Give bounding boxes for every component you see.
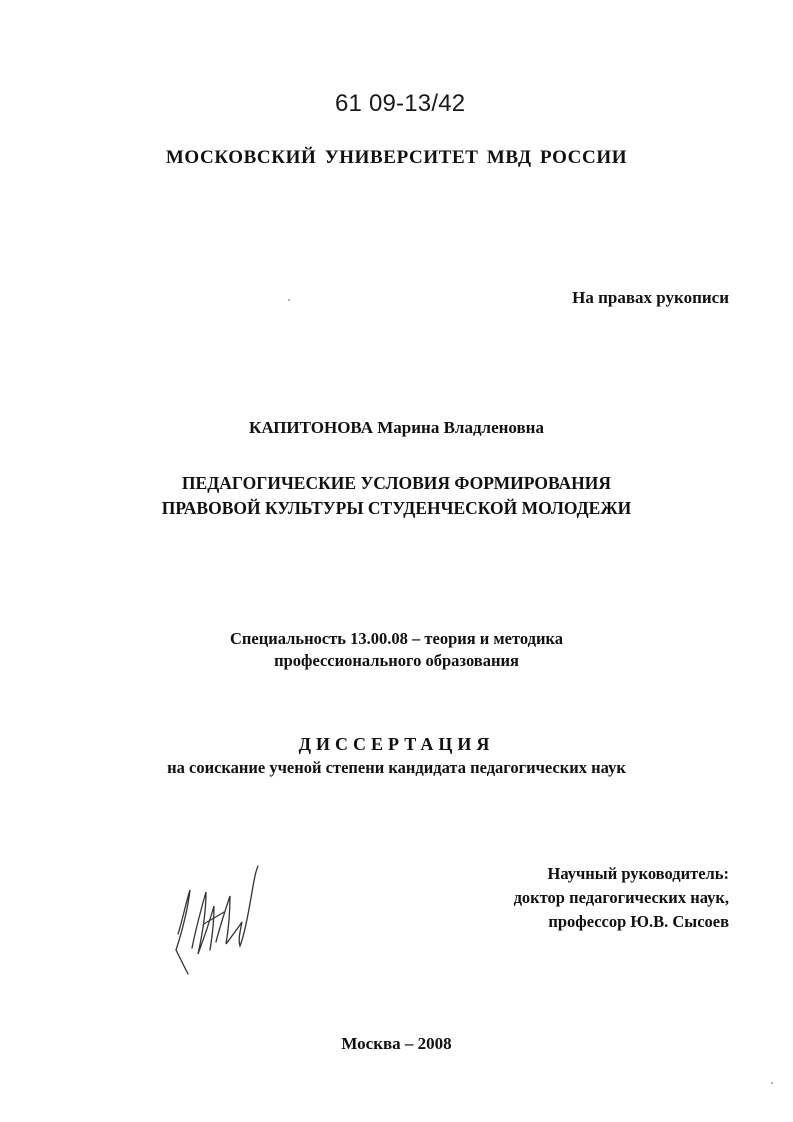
specialty-line-1: Специальность 13.00.08 – теория и методика <box>229 629 564 648</box>
title-line-1: ПЕДАГОГИЧЕСКИЕ УСЛОВИЯ ФОРМИРОВАНИЯ <box>181 473 612 493</box>
city-year: Москва – 2008 <box>341 1034 452 1053</box>
supervisor-role: Научный руководитель: <box>547 864 729 883</box>
manuscript-note: На правах рукописи <box>572 288 729 307</box>
document-type-heading: ДИССЕРТАЦИЯ <box>298 734 495 754</box>
supervisor-name: профессор Ю.В. Сысоев <box>548 912 729 931</box>
author-name <box>0 418 793 438</box>
author-given-names: Марина Владленовна <box>377 418 544 437</box>
dissertation-title <box>0 471 793 521</box>
scan-speck <box>288 299 290 301</box>
supervisor-degree: доктор педагогических наук, <box>513 888 729 907</box>
degree-line: на соискание ученой степени кандидата педагогических наук <box>167 758 626 777</box>
supervisor-block <box>514 862 729 934</box>
author-surname: КАПИТОНОВА <box>249 418 373 437</box>
title-line-2: ПРАВОВОЙ КУЛЬТУРЫ СТУДЕНЧЕСКОЙ МОЛОДЕЖИ <box>161 498 632 518</box>
signature-image <box>168 862 263 982</box>
specialty-line-2: профессионального образования <box>274 651 519 670</box>
specialty-block <box>0 628 793 672</box>
scan-speck <box>771 1082 773 1084</box>
document-code: 61 09-13/42 <box>335 90 466 117</box>
university-name: МОСКОВСКИЙ УНИВЕРСИТЕТ МВД РОССИИ <box>165 147 628 168</box>
